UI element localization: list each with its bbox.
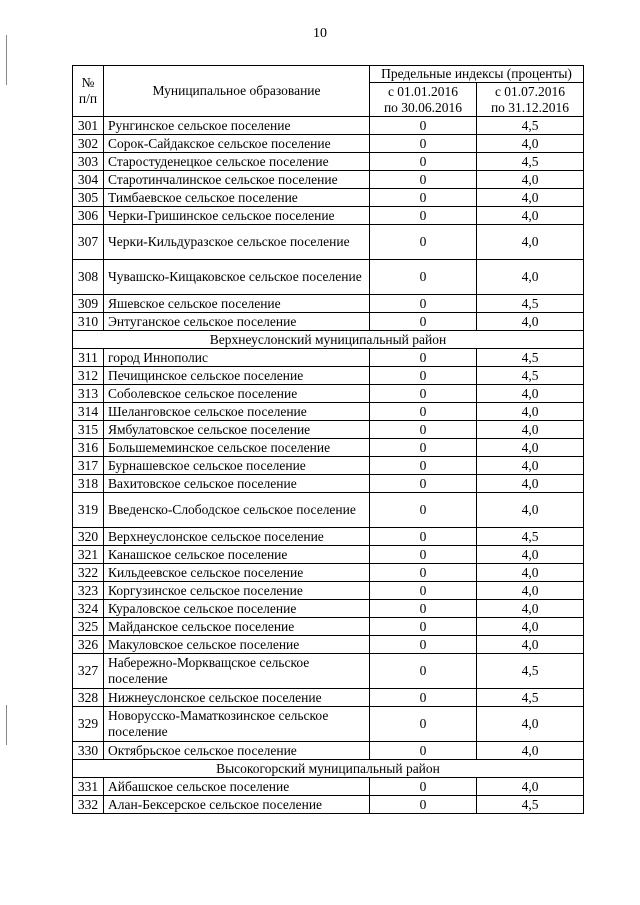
municipality-name: Старостуденецкое сельское поселение <box>104 153 370 171</box>
row-number: 307 <box>73 225 104 260</box>
row-number: 330 <box>73 742 104 760</box>
table-row <box>73 564 584 582</box>
municipality-name: Алан-Бексерское сельское поселение <box>104 796 370 814</box>
table-row <box>73 546 584 564</box>
index-period-2: 4,5 <box>477 295 584 313</box>
table-row <box>73 171 584 189</box>
table-row <box>73 618 584 636</box>
row-number: 320 <box>73 528 104 546</box>
table-row <box>73 582 584 600</box>
municipality-name: Нижнеуслонское сельское поселение <box>104 689 370 707</box>
table-row <box>73 225 584 260</box>
row-number: 328 <box>73 689 104 707</box>
index-period-2: 4,0 <box>477 600 584 618</box>
row-number: 305 <box>73 189 104 207</box>
municipality-name: Печищинское сельское поселение <box>104 367 370 385</box>
index-period-1: 0 <box>370 225 477 260</box>
municipality-name: Кильдеевское сельское поселение <box>104 564 370 582</box>
table-row <box>73 421 584 439</box>
index-period-1: 0 <box>370 564 477 582</box>
index-period-2: 4,0 <box>477 171 584 189</box>
table-row <box>73 493 584 528</box>
index-period-2: 4,0 <box>477 403 584 421</box>
municipality-name: Набережно-Моркващское сельское поселение <box>104 654 370 689</box>
index-period-1: 0 <box>370 349 477 367</box>
index-period-1: 0 <box>370 313 477 331</box>
index-period-2: 4,0 <box>477 189 584 207</box>
municipality-name: Кураловское сельское поселение <box>104 600 370 618</box>
table-row <box>73 742 584 760</box>
municipality-name: Введенско-Слободское сельское поселение <box>104 493 370 528</box>
row-number: 306 <box>73 207 104 225</box>
municipality-name: Соболевское сельское поселение <box>104 385 370 403</box>
row-number: 331 <box>73 778 104 796</box>
municipality-name: Канашское сельское поселение <box>104 546 370 564</box>
row-number: 322 <box>73 564 104 582</box>
table-row <box>73 295 584 313</box>
index-period-1: 0 <box>370 189 477 207</box>
scan-edge-mark <box>6 35 7 85</box>
index-period-1: 0 <box>370 600 477 618</box>
index-period-1: 0 <box>370 457 477 475</box>
municipality-name: Яшевское сельское поселение <box>104 295 370 313</box>
index-period-2: 4,5 <box>477 153 584 171</box>
header-municipality: Муниципальное образование <box>104 66 370 117</box>
table-row <box>73 778 584 796</box>
table-row <box>73 117 584 135</box>
table-row <box>73 528 584 546</box>
row-number: 319 <box>73 493 104 528</box>
index-period-1: 0 <box>370 475 477 493</box>
municipality-name: Майданское сельское поселение <box>104 618 370 636</box>
index-period-2: 4,0 <box>477 636 584 654</box>
index-period-2: 4,0 <box>477 260 584 295</box>
index-period-1: 0 <box>370 636 477 654</box>
index-period-1: 0 <box>370 742 477 760</box>
index-period-1: 0 <box>370 295 477 313</box>
municipality-name: Рунгинское сельское поселение <box>104 117 370 135</box>
index-period-1: 0 <box>370 135 477 153</box>
index-period-1: 0 <box>370 153 477 171</box>
section-row <box>73 331 584 349</box>
row-number: 312 <box>73 367 104 385</box>
table-row <box>73 689 584 707</box>
row-number: 314 <box>73 403 104 421</box>
header-period-1: с 01.01.2016 по 30.06.2016 <box>370 83 477 117</box>
row-number: 327 <box>73 654 104 689</box>
row-number: 324 <box>73 600 104 618</box>
page-number: 10 <box>313 26 327 41</box>
index-period-1: 0 <box>370 260 477 295</box>
index-period-2: 4,0 <box>477 546 584 564</box>
index-period-2: 4,0 <box>477 207 584 225</box>
index-period-2: 4,5 <box>477 796 584 814</box>
municipality-name: Шеланговское сельское поселение <box>104 403 370 421</box>
index-period-1: 0 <box>370 528 477 546</box>
index-period-2: 4,0 <box>477 421 584 439</box>
table-row <box>73 367 584 385</box>
row-number: 313 <box>73 385 104 403</box>
municipality-name: город Иннополис <box>104 349 370 367</box>
municipality-name: Чувашско-Кищаковское сельское поселение <box>104 260 370 295</box>
index-period-1: 0 <box>370 546 477 564</box>
index-period-2: 4,0 <box>477 457 584 475</box>
index-period-2: 4,0 <box>477 385 584 403</box>
section-title: Верхнеуслонский муниципальный район <box>73 331 584 349</box>
index-period-2: 4,5 <box>477 689 584 707</box>
row-number: 323 <box>73 582 104 600</box>
scan-edge-mark <box>6 705 7 745</box>
row-number: 318 <box>73 475 104 493</box>
row-number: 302 <box>73 135 104 153</box>
index-period-1: 0 <box>370 385 477 403</box>
index-period-2: 4,0 <box>477 778 584 796</box>
header-period-2: с 01.07.2016 по 31.12.2016 <box>477 83 584 117</box>
index-period-2: 4,5 <box>477 349 584 367</box>
index-period-1: 0 <box>370 618 477 636</box>
row-number: 332 <box>73 796 104 814</box>
header-num: № п/п <box>73 66 104 117</box>
municipality-name: Черки-Гришинское сельское поселение <box>104 207 370 225</box>
municipality-name: Тимбаевское сельское поселение <box>104 189 370 207</box>
table-row <box>73 600 584 618</box>
index-period-2: 4,5 <box>477 117 584 135</box>
row-number: 304 <box>73 171 104 189</box>
row-number: 326 <box>73 636 104 654</box>
table-row <box>73 707 584 742</box>
row-number: 316 <box>73 439 104 457</box>
index-period-2: 4,0 <box>477 135 584 153</box>
index-period-1: 0 <box>370 582 477 600</box>
index-period-2: 4,0 <box>477 618 584 636</box>
table-row <box>73 153 584 171</box>
row-number: 329 <box>73 707 104 742</box>
index-period-2: 4,5 <box>477 367 584 385</box>
row-number: 321 <box>73 546 104 564</box>
section-title: Высокогорский муниципальный район <box>73 760 584 778</box>
index-period-1: 0 <box>370 207 477 225</box>
table-row <box>73 439 584 457</box>
header-limit-indexes: Предельные индексы (проценты) <box>370 66 584 83</box>
municipality-name: Старотинчалинское сельское поселение <box>104 171 370 189</box>
row-number: 303 <box>73 153 104 171</box>
index-period-2: 4,0 <box>477 225 584 260</box>
index-period-1: 0 <box>370 654 477 689</box>
row-number: 308 <box>73 260 104 295</box>
municipality-name: Вахитовское сельское поселение <box>104 475 370 493</box>
table-row <box>73 385 584 403</box>
table-row <box>73 475 584 493</box>
table-row <box>73 349 584 367</box>
index-period-2: 4,0 <box>477 313 584 331</box>
table-row <box>73 636 584 654</box>
index-period-2: 4,0 <box>477 742 584 760</box>
tariff-index-table <box>72 65 584 814</box>
municipality-name: Айбашское сельское поселение <box>104 778 370 796</box>
row-number: 309 <box>73 295 104 313</box>
municipality-name: Сорок-Сайдакское сельское поселение <box>104 135 370 153</box>
index-period-1: 0 <box>370 778 477 796</box>
index-period-2: 4,0 <box>477 439 584 457</box>
index-period-1: 0 <box>370 367 477 385</box>
row-number: 325 <box>73 618 104 636</box>
index-period-1: 0 <box>370 171 477 189</box>
table-row <box>73 403 584 421</box>
table-row <box>73 457 584 475</box>
index-period-1: 0 <box>370 403 477 421</box>
municipality-name: Черки-Кильдуразское сельское поселение <box>104 225 370 260</box>
municipality-name: Октябрьское сельское поселение <box>104 742 370 760</box>
index-period-1: 0 <box>370 796 477 814</box>
table-row <box>73 796 584 814</box>
table-row <box>73 654 584 689</box>
index-period-2: 4,0 <box>477 475 584 493</box>
municipality-name: Бурнашевское сельское поселение <box>104 457 370 475</box>
index-period-1: 0 <box>370 117 477 135</box>
municipality-name: Коргузинское сельское поселение <box>104 582 370 600</box>
municipality-name: Ямбулатовское сельское поселение <box>104 421 370 439</box>
table-row <box>73 135 584 153</box>
index-period-1: 0 <box>370 439 477 457</box>
index-period-2: 4,0 <box>477 582 584 600</box>
index-period-1: 0 <box>370 421 477 439</box>
municipality-name: Макуловское сельское поселение <box>104 636 370 654</box>
index-period-2: 4,0 <box>477 493 584 528</box>
table-body <box>73 117 584 814</box>
index-period-2: 4,0 <box>477 707 584 742</box>
index-period-1: 0 <box>370 707 477 742</box>
index-period-2: 4,5 <box>477 528 584 546</box>
row-number: 311 <box>73 349 104 367</box>
row-number: 315 <box>73 421 104 439</box>
municipality-name: Большемеминское сельское поселение <box>104 439 370 457</box>
row-number: 301 <box>73 117 104 135</box>
table-row <box>73 260 584 295</box>
index-period-2: 4,5 <box>477 654 584 689</box>
municipality-name: Новорусско-Маматкозинское сельское поселение <box>104 707 370 742</box>
table-row <box>73 313 584 331</box>
index-period-1: 0 <box>370 493 477 528</box>
table-row <box>73 207 584 225</box>
index-period-2: 4,0 <box>477 564 584 582</box>
index-period-1: 0 <box>370 689 477 707</box>
section-row <box>73 760 584 778</box>
municipality-name: Верхнеуслонское сельское поселение <box>104 528 370 546</box>
row-number: 317 <box>73 457 104 475</box>
table-row <box>73 189 584 207</box>
municipality-name: Энтуганское сельское поселение <box>104 313 370 331</box>
row-number: 310 <box>73 313 104 331</box>
